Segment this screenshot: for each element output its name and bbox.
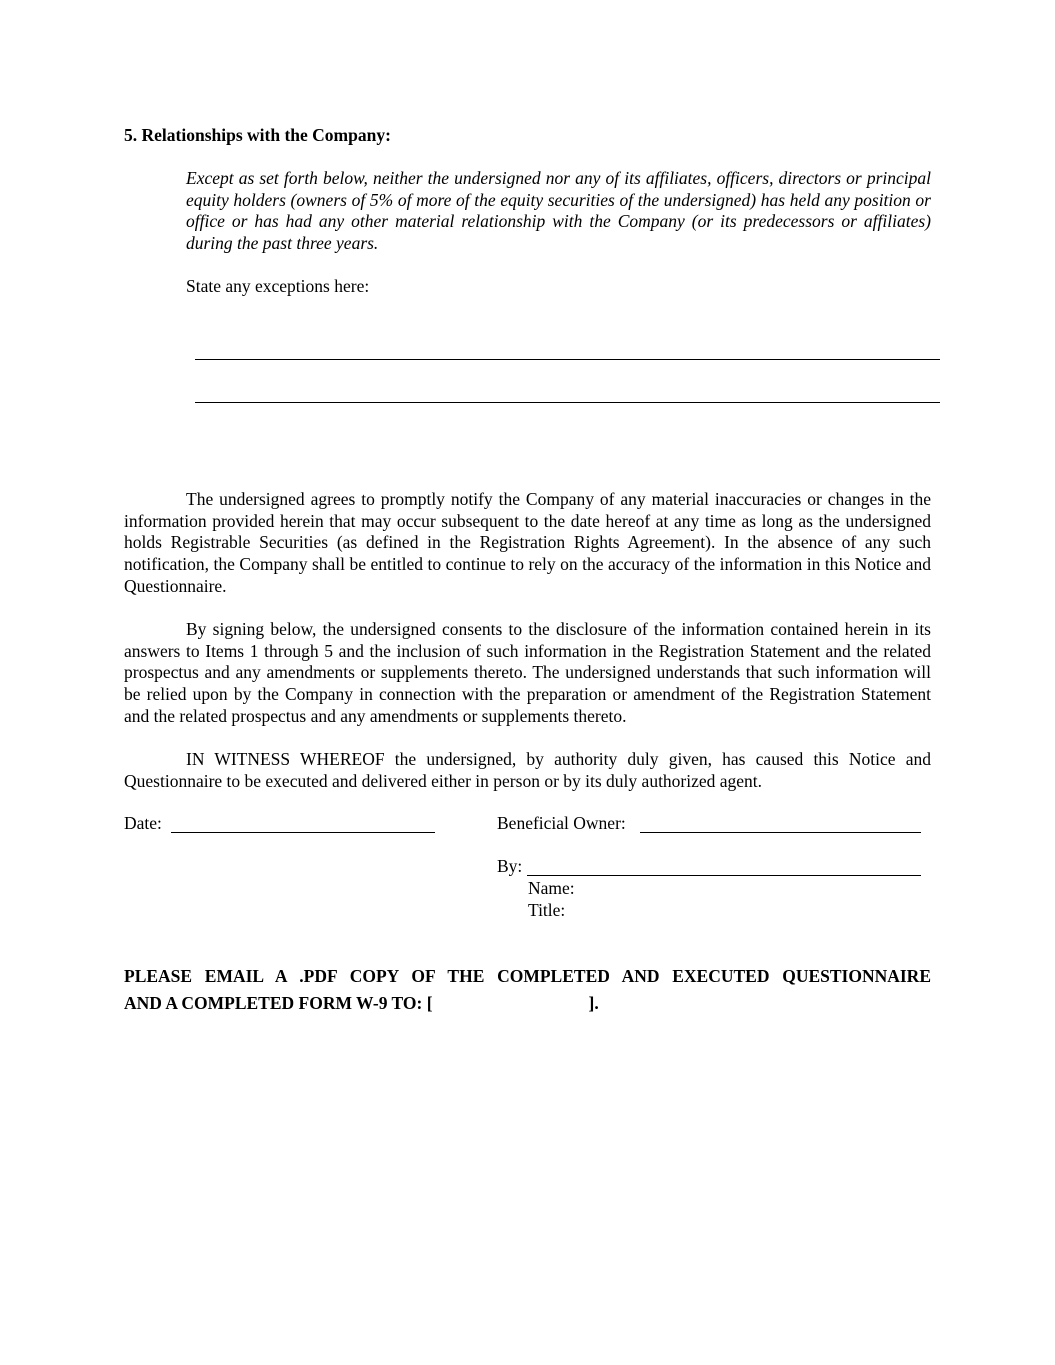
witness-paragraph: IN WITNESS WHEREOF the undersigned, by authority duly given, has caused this Notice and Questionnaire to be executed and delivered either in person or by its duly authorized agent. bbox=[124, 749, 931, 791]
exceptions-line-2[interactable] bbox=[195, 402, 940, 403]
email-instruction bbox=[124, 963, 931, 1017]
section-heading: 5. Relationships with the Company: bbox=[124, 125, 391, 145]
signature-field[interactable] bbox=[527, 875, 921, 876]
relationship-statement: Except as set forth below, neither the undersigned nor any of its affiliates, officers, directors or principal equity holders (owners of 5% of more of the equity securities of the undersigned) has held any position or office or has had any other material relationship with the Company (or its predecessors or affiliates) during the past three years. bbox=[186, 168, 931, 254]
email-instruction-suffix: ]. bbox=[588, 993, 599, 1013]
email-instruction-line-2 bbox=[124, 990, 931, 1017]
beneficial-owner-label: Beneficial Owner: bbox=[497, 813, 626, 833]
exceptions-line-1[interactable] bbox=[195, 359, 940, 360]
email-instruction-prefix: AND A COMPLETED FORM W-9 TO: [ bbox=[124, 993, 433, 1013]
date-field[interactable] bbox=[171, 832, 435, 833]
consent-paragraph: By signing below, the undersigned consents to the disclosure of the information contained herein in its answers to Items 1 through 5 and the inclusion of such information in the Registration Statement and the related prospectus and any amendments or supplements thereto. The undersigned understands that such information will be relied upon by the Company in connection with the preparation or amendment of the Registration Statement and the related prospectus and any amendments or supplements thereto. bbox=[124, 619, 931, 726]
beneficial-owner-field[interactable] bbox=[640, 832, 921, 833]
date-label: Date: bbox=[124, 813, 162, 833]
email-instruction-line-1: PLEASE EMAIL A .PDF COPY OF THE COMPLETED AND EXECUTED QUESTIONNAIRE bbox=[124, 966, 931, 986]
notify-paragraph: The undersigned agrees to promptly notify the Company of any material inaccuracies or changes in the information provided herein that may occur subsequent to the date hereof at any time as long as the undersigned holds Registrable Securities (as defined in the Registration Rights Agreement). In the absence of any such notification, the Company shall be entitled to continue to rely on the accuracy of the information in this Notice and Questionnaire. bbox=[124, 489, 931, 596]
by-label: By: bbox=[497, 856, 523, 876]
title-label: Title: bbox=[528, 900, 566, 920]
exceptions-label: State any exceptions here: bbox=[186, 276, 370, 296]
name-label: Name: bbox=[528, 878, 575, 898]
